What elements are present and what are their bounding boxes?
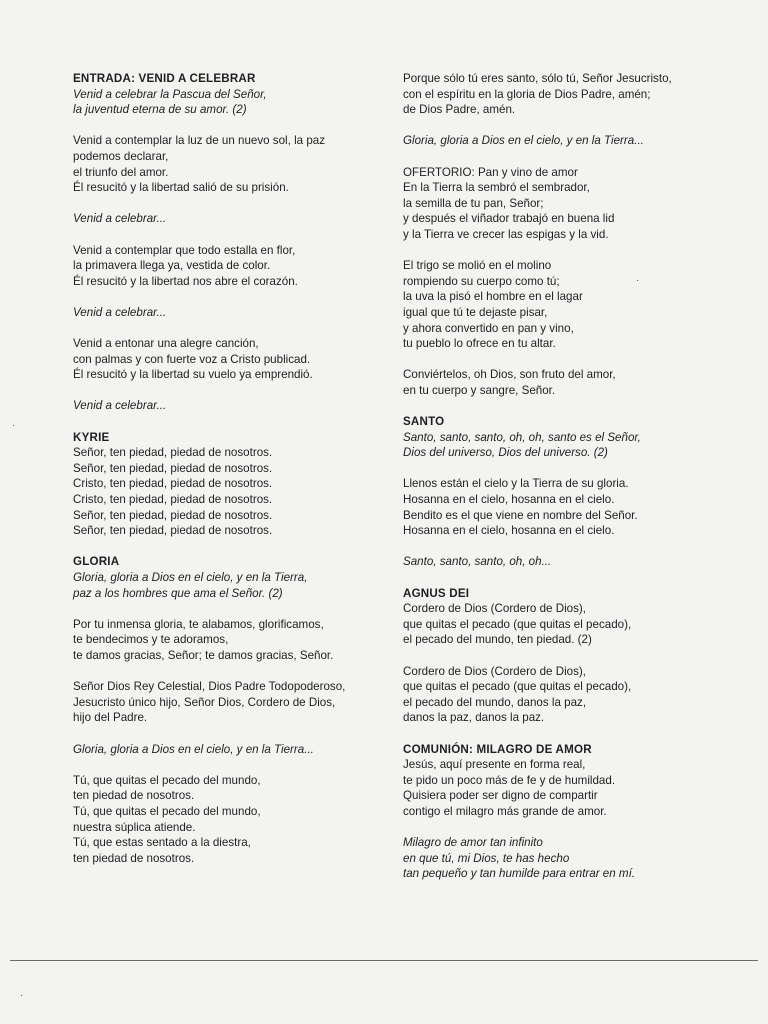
right-block [403, 258, 728, 352]
lyric-line: Conviértelos, oh Dios, son fruto del amor, [403, 368, 616, 382]
lyric-line: Cristo, ten piedad, piedad de nosotros. [73, 493, 273, 507]
scan-speck: · [20, 990, 24, 1001]
left-block [73, 336, 383, 383]
refrain-line: paz a los hombres que ama el Señor. (2) [73, 586, 283, 600]
lyric-line: tu pueblo lo ofrece en tu altar. [403, 337, 556, 351]
lyric-line: te pido un poco más de fe y de humildad. [403, 773, 616, 787]
lyric-line: En la Tierra la sembró el sembrador, [403, 181, 590, 195]
lyric-line: en tu cuerpo y sangre, Señor. [403, 383, 556, 397]
left-block [73, 305, 383, 321]
right-block [403, 554, 728, 570]
lyric-line: Señor, ten piedad, piedad de nosotros. [73, 508, 273, 522]
refrain-line: Gloria, gloria a Dios en el cielo, y en la Tierra... [403, 134, 644, 148]
refrain-line: tan pequeño y tan humilde para entrar en mí. [403, 867, 636, 881]
refrain-line: Santo, santo, santo, oh, oh, santo es el Señor, [403, 430, 641, 444]
section-heading: SANTO [403, 415, 445, 429]
scan-speck: · [636, 275, 640, 286]
lyric-line: Él resucitó y la libertad su vuelo ya emprendió. [73, 368, 313, 382]
lyric-line: OFERTORIO: Pan y vino de amor [403, 165, 578, 179]
lyric-line: y la Tierra ve crecer las espigas y la vid. [403, 227, 609, 241]
lyric-line: El trigo se molió en el molino [403, 259, 552, 273]
lyric-line: Tú, que estas sentado a la diestra, [73, 836, 251, 850]
scan-speck: · [12, 420, 16, 431]
left-block [73, 554, 383, 601]
lyric-line: el pecado del mundo, danos la paz, [403, 695, 587, 709]
right-block [403, 414, 728, 461]
lyric-line: el triunfo del amor. [73, 165, 169, 179]
lyric-line: Señor Dios Rey Celestial, Dios Padre Todopoderoso, [73, 680, 346, 694]
lyric-line: ten piedad de nosotros. [73, 851, 195, 865]
lyric-line: igual que tú te dejaste pisar, [403, 305, 548, 319]
lyric-line: la uva la pisó el hombre en el lagar [403, 290, 583, 304]
lyric-line: el pecado del mundo, ten piedad. (2) [403, 633, 592, 647]
section-heading: COMUNIÓN: MILAGRO DE AMOR [403, 742, 592, 756]
lyric-line: que quitas el pecado (que quitas el pecado), [403, 680, 632, 694]
lyric-line: danos la paz, danos la paz. [403, 711, 545, 725]
lyric-line: Porque sólo tú eres santo, sólo tú, Señor Jesucristo, [403, 72, 672, 85]
right-block [403, 476, 728, 538]
left-block [73, 742, 383, 758]
refrain-line: Gloria, gloria a Dios en el cielo, y en la Tierra, [73, 571, 308, 584]
left-block [73, 679, 383, 726]
lyric-line: nuestra súplica atiende. [73, 820, 196, 834]
lyric-line: con palmas y con fuerte voz a Cristo publicad. [73, 352, 311, 366]
lyric-line: y después el viñador trabajó en buena lid [403, 212, 615, 226]
right-block [403, 71, 728, 118]
refrain-line: Venid a celebrar... [73, 212, 167, 226]
section-heading: ENTRADA: VENID A CELEBRAR [73, 72, 256, 85]
right-block [403, 835, 728, 882]
section-heading: KYRIE [73, 430, 110, 444]
lyric-line: Jesús, aquí presente en forma real, [403, 758, 586, 772]
left-block [73, 430, 383, 539]
lyric-line: Tú, que quitas el pecado del mundo, [73, 804, 261, 818]
lyric-line: Cordero de Dios (Cordero de Dios), [403, 664, 586, 678]
lyric-line: podemos declarar, [73, 149, 169, 163]
refrain-line: Venid a celebrar... [73, 399, 167, 413]
right-block [403, 367, 728, 398]
bottom-divider [10, 960, 758, 961]
left-column [73, 71, 383, 882]
lyric-line: Él resucitó y la libertad salió de su prisión. [73, 181, 289, 195]
lyric-line: que quitas el pecado (que quitas el pecado), [403, 617, 632, 631]
refrain-line: Milagro de amor tan infinito [403, 836, 543, 850]
lyric-line: Llenos están el cielo y la Tierra de su gloria. [403, 477, 629, 491]
lyric-line: te damos gracias, Señor; te damos gracias, Señor. [73, 648, 334, 662]
refrain-line: Venid a celebrar la Pascua del Señor, [73, 87, 267, 101]
left-block [73, 133, 383, 195]
lyric-line: ten piedad de nosotros. [73, 789, 195, 803]
refrain-line: Gloria, gloria a Dios en el cielo, y en la Tierra... [73, 742, 314, 756]
lyric-line: contigo el milagro más grande de amor. [403, 804, 607, 818]
lyric-line: Señor, ten piedad, piedad de nosotros. [73, 524, 273, 538]
refrain-line: la juventud eterna de su amor. (2) [73, 103, 247, 117]
lyric-line: y ahora convertido en pan y vino, [403, 321, 574, 335]
lyric-line: Señor, ten piedad, piedad de nosotros. [73, 446, 273, 460]
lyric-line: de Dios Padre, amén. [403, 103, 516, 117]
lyric-line: Venid a contemplar la luz de un nuevo sol, la paz [73, 134, 326, 148]
refrain-line: Dios del universo, Dios del universo. (2) [403, 446, 608, 460]
lyric-line: la semilla de tu pan, Señor; [403, 196, 544, 210]
right-column [403, 71, 728, 897]
refrain-line: Santo, santo, santo, oh, oh... [403, 555, 552, 569]
lyric-line: Cordero de Dios (Cordero de Dios), [403, 602, 586, 616]
left-block [73, 243, 383, 290]
right-block [403, 165, 728, 243]
right-block [403, 586, 728, 648]
lyric-line: Él resucitó y la libertad nos abre el corazón. [73, 274, 298, 288]
lyric-line: Quisiera poder ser digno de compartir [403, 789, 598, 803]
section-heading: GLORIA [73, 555, 120, 569]
lyric-line: te bendecimos y te adoramos, [73, 633, 229, 647]
right-block [403, 664, 728, 726]
lyric-line: Hosanna en el cielo, hosanna en el cielo. [403, 524, 615, 538]
right-block [403, 742, 728, 820]
lyric-line: Bendito es el que viene en nombre del Señor. [403, 508, 638, 522]
left-block [73, 211, 383, 227]
left-block [73, 398, 383, 414]
lyric-line: Tú, que quitas el pecado del mundo, [73, 773, 261, 787]
lyric-line: con el espíritu en la gloria de Dios Padre, amén; [403, 87, 651, 101]
lyric-line: hijo del Padre. [73, 711, 148, 725]
lyric-line: Venid a entonar una alegre canción, [73, 337, 259, 351]
left-block [73, 617, 383, 664]
section-heading: AGNUS DEI [403, 586, 470, 600]
lyric-line: Cristo, ten piedad, piedad de nosotros. [73, 477, 273, 491]
lyric-line: Hosanna en el cielo, hosanna en el cielo. [403, 493, 615, 507]
lyric-line: rompiendo su cuerpo como tú; [403, 274, 560, 288]
lyric-line: Jesucristo único hijo, Señor Dios, Cordero de Dios, [73, 695, 336, 709]
lyric-line: Venid a contemplar que todo estalla en flor, [73, 243, 296, 257]
refrain-line: Venid a celebrar... [73, 305, 167, 319]
left-block [73, 71, 383, 118]
refrain-line: en que tú, mi Dios, te has hecho [403, 851, 570, 865]
lyric-line: la primavera llega ya, vestida de color. [73, 259, 271, 273]
lyric-line: Por tu inmensa gloria, te alabamos, glorificamos, [73, 617, 324, 631]
right-block [403, 133, 728, 149]
left-block [73, 773, 383, 867]
lyric-line: Señor, ten piedad, piedad de nosotros. [73, 461, 273, 475]
